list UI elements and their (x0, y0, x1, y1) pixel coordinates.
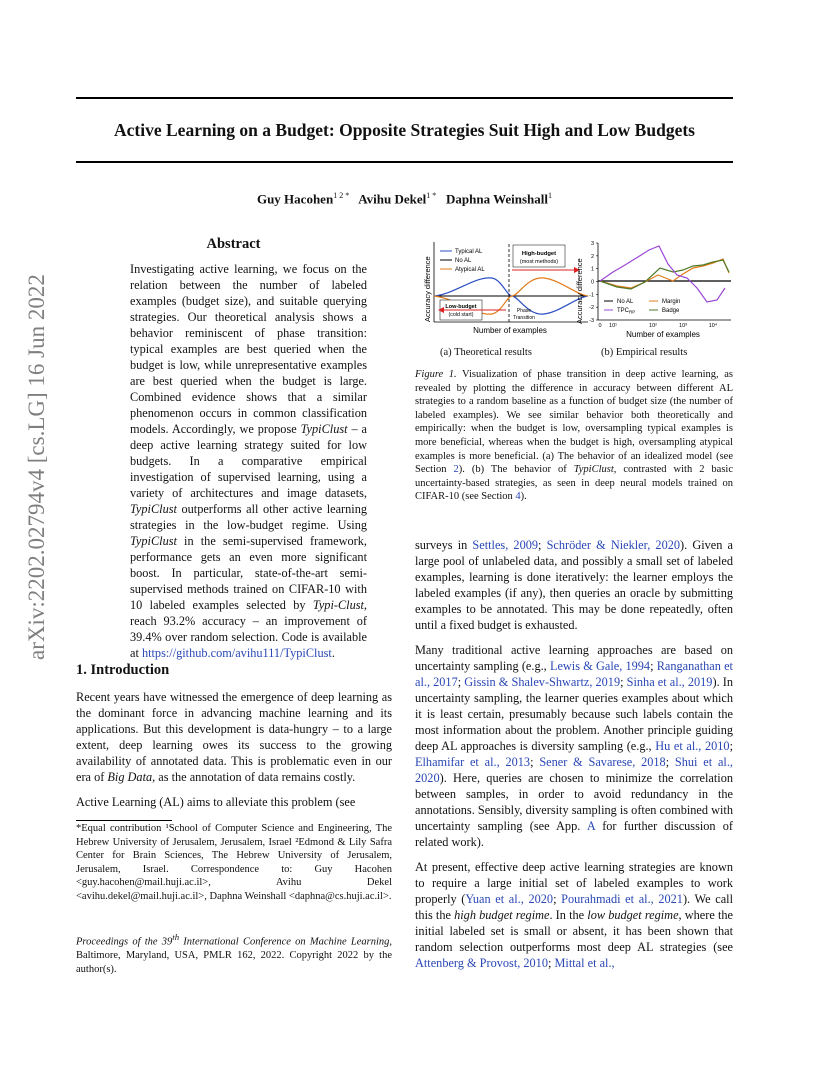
x-axis-label: Number of examples (473, 326, 547, 335)
legend-label: Typical AL (455, 249, 483, 255)
citation[interactable]: Shui et al., 2020 (415, 755, 733, 785)
citation[interactable]: Elhamifar et al., 2013 (415, 755, 531, 769)
y-tick-label: 0 (590, 279, 594, 286)
figure-subcaption-b: (b) Empirical results (601, 347, 688, 358)
right-column-body (415, 537, 733, 980)
footnote-rule (76, 820, 172, 821)
x-tick-label: 10² (649, 323, 657, 329)
author-name: Daphna Weinshall (446, 191, 549, 207)
author-list (76, 191, 733, 207)
method-name: TypiClust (130, 502, 177, 516)
method-name: TypiClust (130, 534, 177, 548)
citation[interactable]: Sinha et al., 2019 (626, 675, 713, 689)
citation[interactable]: Sener & Savarese, 2018 (539, 755, 666, 769)
citation[interactable]: Pourahmadi et al., 2021 (561, 892, 683, 906)
citation[interactable]: Gissin & Shalev-Shwartz, 2019 (464, 675, 621, 689)
appendix-ref[interactable]: A (586, 819, 596, 833)
y-tick-label: 1 (590, 266, 594, 273)
y-ticks (589, 241, 598, 324)
legend-label: No AL (455, 258, 472, 264)
section-ref[interactable]: 2 (453, 464, 459, 476)
introduction-body: Recent years have witnessed the emergence of deep learning as the dominant force in advancing machine learning and its applications. But this development is data-hungry – to a large extent, deep learning owes its success to the growing availability of annotated data. This is problematic even in our era of Big Data, as the annotation of data remains costly. Active Learning (AL) aims to alleviate this problem (see (76, 690, 392, 809)
proceedings-footnote: Proceedings of the 39th International Conference on Machine Learning, Baltimore, Maryland, USA, PMLR 162, 2022. Copyright 2022 by the author(s). (76, 932, 392, 975)
affiliation-footnote: *Equal contribution ¹School of Computer Science and Engineering, The Hebrew University of Jerusalem, Jerusalem, Israel ²Edmond & Lily Safra Center for Brain Sciences, The Hebrew University of Jerusalem, Jerusalem, Israel. Correspondence to: Guy Hacohen <guy.hacohen@mail.huji.ac.il>, Avihu Dekel <avihu.dekel@mail.huji.ac.il>, Daphna Weinshall <daphna@cs.huji.ac.il>. (76, 823, 392, 902)
figure-theoretical-panel (420, 240, 590, 340)
annotation-phase: Phase (516, 308, 532, 314)
x-tick-label: 10¹ (609, 323, 617, 329)
legend-label: Margin (662, 299, 681, 305)
abstract-heading: Abstract (206, 236, 261, 252)
author-marks: 1 * (426, 191, 437, 200)
citation[interactable]: Ranganathan et al., 2017 (415, 659, 733, 689)
y-tick-label: -2 (589, 305, 594, 312)
code-link[interactable]: https://github.com/avihu111/TypiClust (141, 646, 332, 660)
annotation-high-budget-sub: (most methods) (519, 259, 559, 265)
series-line-tpc (600, 246, 725, 302)
citation[interactable]: Attenberg & Provost, 2010 (415, 956, 548, 970)
citation[interactable]: Lewis & Gale, 1994 (549, 659, 651, 673)
y-tick-label: 3 (590, 241, 594, 247)
figure-caption: Figure 1. Visualization of phase transition in deep active learning, as revealed by plotting the difference in accuracy between different AL strategies to a random baseline as a function of budget size (the number of labeled examples). We see similar behavior both theoretically and empirically: when the budget is low, oversampling typical examples is more beneficial, whereas when the budget is high, oversampling atypical examples is more beneficial. (a) The behavior of an idealized model (see Section 2). (b) The behavior of TypiClust, contrasted with 2 basic uncertainty-based strategies, as seen in deep neural models trained on CIFAR-10 (see Section 4). (415, 369, 734, 503)
body-paragraph: surveys in Settles, 2009; Schröder & Niekler, 2020). Given a large pool of unlabeled data, and possibly a small set of labeled examples, learning is done iteratively: the learner employs the labeled examples (if any), then queries an oracle by submitting examples to be annotated. This may be done repeatedly, often until a fixed budget is exhausted. (415, 538, 733, 632)
arxiv-identifier: arXiv:2202.02794v4 [cs.LG] 16 Jun 2022 (24, 274, 49, 660)
author-marks: 1 (548, 191, 553, 200)
legend-label: Badge (662, 308, 680, 314)
x-ticks (598, 322, 717, 329)
x-tick-label: 10³ (679, 323, 687, 329)
citation[interactable]: Yuan et al., 2020 (465, 892, 554, 906)
legend (440, 249, 485, 273)
author-name: Avihu Dekel (358, 191, 427, 207)
annotation-high-budget: High-budget (521, 251, 557, 257)
body-paragraph: At present, effective deep active learning strategies are known to require a large initial set of labeled examples to work properly (Yuan et al., 2020; Pourahmadi et al., 2021). We call this the high budget regime. In the low budget regime, where the initial labeled set is small or absent, it has been shown that random selection outperforms most deep AL strategies (see Attenberg & Provost, 2010; Mittal et al., (415, 860, 733, 970)
legend (604, 299, 680, 315)
legend-label: No AL (617, 299, 634, 305)
citation[interactable]: Mittal et al., (554, 956, 615, 970)
author-marks: 1 2 * (333, 191, 350, 200)
annotation-low-budget-sub: (cold start) (448, 312, 474, 318)
title-top-rule (76, 97, 733, 99)
author-name: Guy Hacohen (256, 191, 334, 207)
method-name: TypiClust (300, 422, 348, 436)
figure-empirical-panel (573, 238, 733, 342)
annotation-transition: Transition (513, 315, 535, 321)
section-heading-introduction: 1. Introduction (76, 662, 170, 678)
figure-subcaption-a: (a) Theoretical results (440, 347, 532, 358)
y-axis-label: Accuracy difference (423, 256, 432, 322)
y-tick-label: -1 (589, 292, 594, 299)
y-tick-label: 2 (590, 253, 594, 260)
y-axis-label: Accuracy difference (575, 258, 584, 324)
paper-title: Active Learning on a Budget: Opposite Strategies Suit High and Low Budgets (114, 120, 695, 140)
citation[interactable]: Schröder & Niekler, 2020 (546, 538, 681, 552)
abstract-body: Investigating active learning, we focus on the relation between the number of labeled examples (budget size), and suitable querying strategies. Our theoretical analysis shows a behavior reminiscent of phase transition: typical examples are best queried when the budget is low, while unrepresentative examples are best queried when the budget is large. Combined evidence shows that a similar phenomenon occurs in common classification models. Accordingly, we propose TypiClust – a deep active learning strategy suited for low budgets. In a comparative empirical investigation of supervised learning, using a variety of architectures and image datasets, TypiClust outperforms all other active learning strategies in the low-budget regime. Using TypiClust in the semi-supervised framework, performance gets an even more significant boost. In particular, state-of-the-art semi-supervised methods trained on CIFAR-10 with 10 labeled examples selected by Typi-Clust, reach 93.2% accuracy – an improvement of 39.4% over random selection. Code is available at https://github.com/avihu111/TypiClust. (130, 262, 367, 660)
x-tick-label: 10⁴ (708, 323, 718, 329)
method-name: Typi-Clust (312, 598, 364, 612)
title-bottom-rule (76, 161, 733, 163)
x-tick-label: 0 (598, 323, 602, 329)
citation[interactable]: Hu et al., 2010 (655, 739, 730, 753)
annotation-low-budget: Low-budget (445, 304, 477, 310)
x-axis-label: Number of examples (626, 330, 700, 339)
body-paragraph: Many traditional active learning approaches are based on uncertainty sampling (e.g., Lewis & Gale, 1994; Ranganathan et al., 2017; Gissin & Shalev-Shwartz, 2019; Sinha et al., 2019). In uncertainty sampling, the learner queries examples about which it is least certain, presumably because such labels contain the most information about the problem. Another principle guiding deep AL approaches is diversity sampling (e.g., Hu et al., 2010; Elhamifar et al., 2013; Sener & Savarese, 2018; Shui et al., 2020). Here, queries are chosen to minimize the correlation between samples, in order to avoid redundancy in the annotations. Sensibly, diversity sampling is often combined with uncertainty sampling (see App. A for further discussion of related work). (415, 643, 734, 849)
introduction-paragraph: Active Learning (AL) aims to alleviate this problem (see (76, 795, 356, 809)
legend-label: $TPC_{RP}$ (617, 308, 636, 315)
citation[interactable]: Settles, 2009 (472, 538, 539, 552)
legend-label: Atypical AL (455, 267, 485, 273)
section-ref[interactable]: 4 (515, 491, 521, 503)
y-tick-label: -3 (589, 318, 594, 324)
